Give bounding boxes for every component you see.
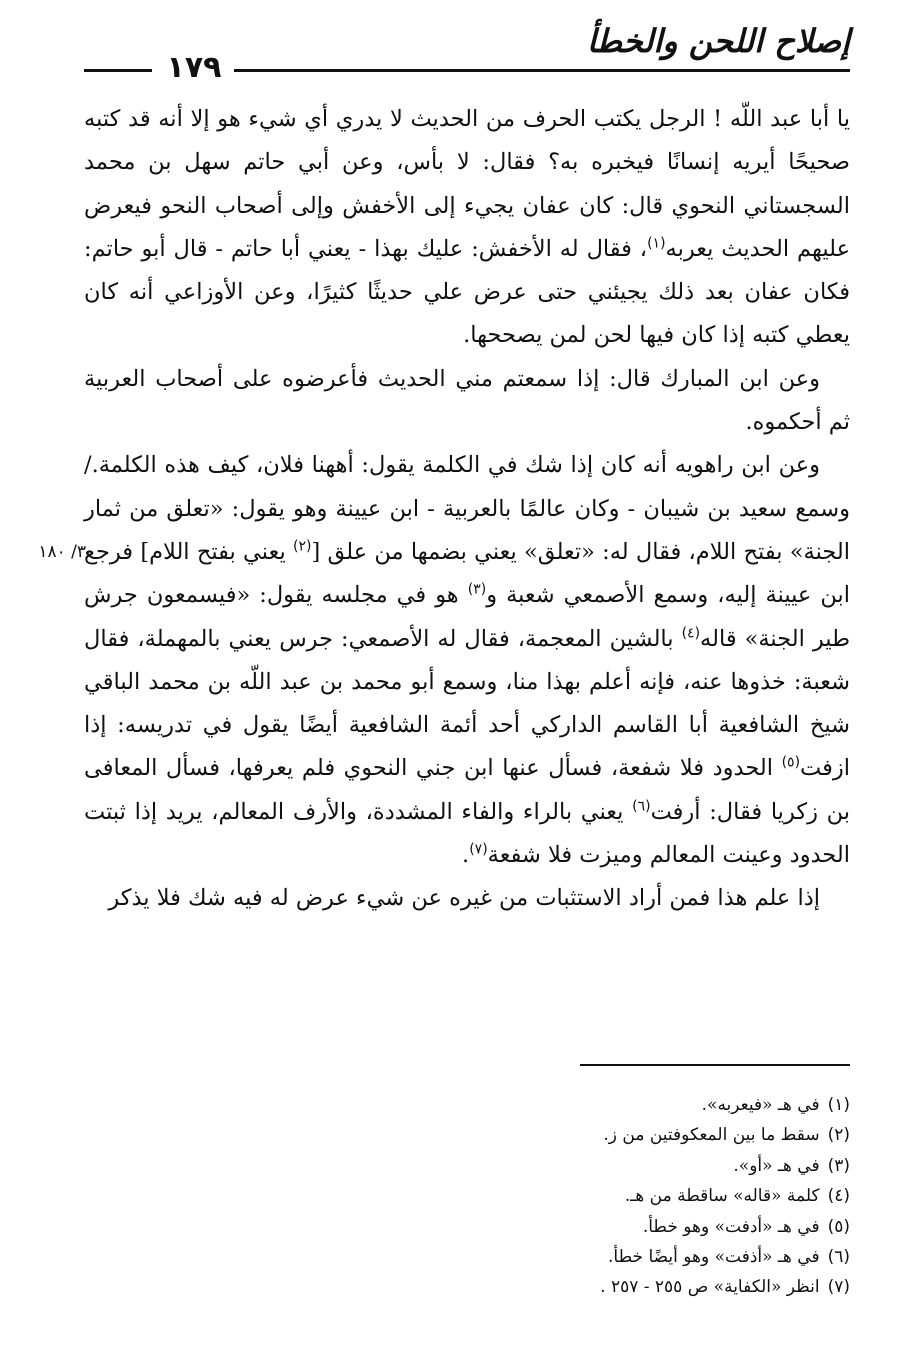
- footnote: [150, 1272, 850, 1302]
- footnote-ref-1: (١): [647, 235, 666, 252]
- footnote-ref-3: (٣): [467, 581, 487, 598]
- footnote-ref-4: (٤): [681, 625, 701, 642]
- footnote: [150, 1242, 850, 1272]
- footnote-text: كلمة «قاله» ساقطة من هـ.: [624, 1186, 820, 1207]
- footnote-ref-2: (٢): [292, 538, 312, 555]
- margin-reference: ٣/ ١٨٠: [38, 542, 86, 562]
- paragraph-1: [84, 98, 850, 358]
- footnote-text: في هـ «أو».: [733, 1155, 820, 1176]
- footnote-number: (١): [827, 1095, 850, 1115]
- footnote: [150, 1181, 850, 1211]
- footnote-number: (٣): [827, 1155, 850, 1176]
- header-rule: [234, 69, 850, 72]
- footnote-number: (٢): [827, 1125, 850, 1146]
- footnote: [150, 1120, 850, 1150]
- paragraph-2: وعن ابن المبارك قال: إذا سمعتم مني الحديث فأعرضوه على أصحاب العربية ثم أحكموه.: [84, 365, 850, 436]
- header-rule-end: [84, 69, 152, 72]
- footnote-text: في هـ «أذفت» وهو أيضًا خطأ.: [608, 1247, 820, 1268]
- text-run: يعني بفتح اللام] فرجع ابن عيينة إليه، وسمع الأصمعي شعبة و: [84, 538, 851, 609]
- text-run: ، فقال له الأخفش: عليك بهذا - يعني أبا حاتم - قال أبو حاتم: فكان عفان بعد ذلك يجيئني حتى عرض علي حديثًا كثيرًا، وعن الأوزاعي أنه كان يعطي كتبه إذا كان فيها لحن لمن يصححها.: [84, 235, 850, 349]
- footnote-text: انظر «الكفاية» ص ٢٥٥ - ٢٥٧ .: [600, 1277, 820, 1298]
- footnote: [150, 1090, 850, 1120]
- footnote-text: في هـ «فيعربه».: [701, 1095, 820, 1115]
- page-header: [84, 18, 850, 85]
- footnote-ref-7: (٧): [469, 841, 488, 858]
- main-text: [84, 98, 850, 921]
- footnote-ref-6: (٦): [632, 798, 651, 815]
- footnote-text: سقط ما بين المعكوفتين من ز.: [603, 1125, 820, 1146]
- text-run: الحدود فلا شفعة، فسأل عنها ابن جني النحوي فلم يعرفها، فسأل المعافى بن زكريا فقال: أرفت: [84, 755, 850, 825]
- paragraph-3: [84, 444, 850, 877]
- text-run: .: [462, 842, 470, 869]
- paragraph-4: إذا علم هذا فمن أراد الاستثبات من غيره عن شيء عرض له فيه شك فلا يذكر: [108, 885, 820, 912]
- running-title: إصلاح اللحن والخطأ: [586, 22, 850, 60]
- footnote-number: (٦): [827, 1247, 850, 1268]
- footnote-ref-5: (٥): [781, 754, 801, 771]
- footnote: [150, 1212, 850, 1242]
- footnote: [150, 1151, 850, 1181]
- text-run: وعن ابن راهويه أنه كان إذا شك في الكلمة يقول: أههنا فلان، كيف هذه الكلمة./ وسمع سعيد بن شيبان - وكان عالمًا بالعربية - ابن عيينة وهو يقول: «تعلق من ثمار الجنة» بفتح اللام، فقال له: «تعلق» يعني بضمها من علق [: [84, 452, 850, 565]
- text-run: يعني بالراء والفاء المشددة، والأرف المعالم، يريد إذا ثبتت الحدود وعينت المعالم وميزت فلا شفعة: [84, 798, 850, 869]
- footnote-number: (٧): [827, 1277, 850, 1298]
- text-run: بالشين المعجمة، فقال له الأصمعي: جرس يعني بالمهملة، فقال شعبة: خذوها عنه، فإنه أعلم بهذا منا، وسمع أبو محمد بن عبد اللّه بن محمد الباقي شيخ الشافعية أبا القاسم الداركي أحد أئمة الشافعية أيضًا يقول في تدريسه: إذا ازفت: [84, 625, 850, 782]
- page-number: ١٧٩: [166, 50, 222, 85]
- footnote-separator: [580, 1064, 850, 1066]
- footnote-number: (٤): [827, 1186, 850, 1207]
- text-run: يا أبا عبد اللّه ! الرجل يكتب الحرف من الحديث لا يدري أي شيء هو إلا أنه قد كتبه صحيحًا أيريه إنسانًا فيخبره به؟ فقال: لا بأس، وعن أبي حاتم سهل بن محمد السجستاني النحوي قال: كان عفان يجيء إلى الأخفش وإلى أصحاب النحو فيعرض عليهم الحديث يعربه: [84, 106, 851, 262]
- text-run: هو في مجلسه يقول: «فيسمعون جرش طير الجنة» قاله: [84, 582, 850, 652]
- footnote-text: في هـ «أدفت» وهو خطأ.: [642, 1216, 820, 1237]
- footnote-number: (٥): [827, 1216, 850, 1237]
- footnotes: [150, 1090, 850, 1303]
